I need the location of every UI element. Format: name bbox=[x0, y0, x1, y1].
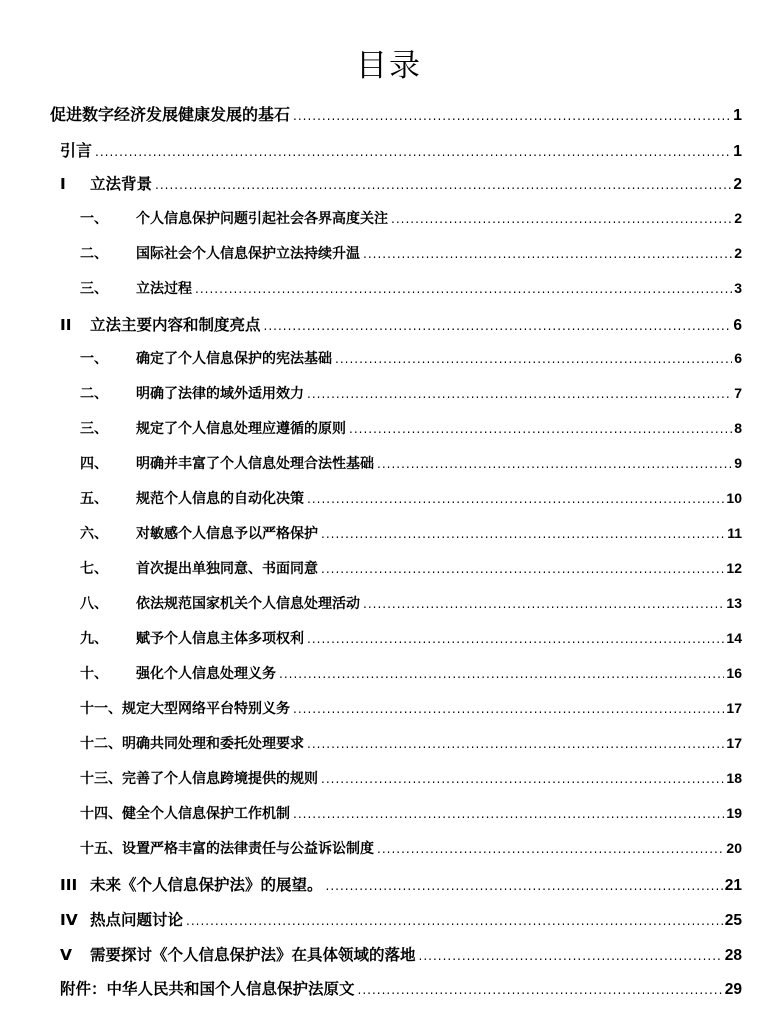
toc-entry[interactable] bbox=[60, 943, 742, 969]
toc-leader bbox=[155, 178, 731, 192]
toc-entry-text: 对敏感个人信息予以严格保护 bbox=[136, 526, 318, 542]
toc-entry-number: 十、 bbox=[80, 666, 108, 682]
toc-entry-text: 确定了个人信息保护的宪法基础 bbox=[136, 351, 332, 367]
toc-page-number: 2 bbox=[734, 210, 742, 226]
toc-page-number: 11 bbox=[727, 525, 742, 541]
toc-page-number: 6 bbox=[733, 317, 742, 334]
toc-entry-number: III bbox=[60, 876, 78, 894]
toc-page-number: 1 bbox=[733, 143, 742, 160]
toc-entry[interactable] bbox=[80, 558, 742, 584]
toc-page-number: 14 bbox=[726, 630, 742, 646]
toc-entry-number: 十五、 bbox=[80, 841, 122, 857]
toc-page-number: 12 bbox=[726, 560, 742, 576]
toc-leader bbox=[363, 597, 724, 611]
toc-entry-text: 立法背景 bbox=[90, 175, 153, 193]
toc-entry[interactable] bbox=[60, 313, 742, 339]
toc-entry[interactable] bbox=[80, 418, 742, 444]
toc-entry-text: 明确并丰富了个人信息处理合法性基础 bbox=[136, 456, 374, 472]
toc-entry[interactable] bbox=[80, 348, 742, 374]
toc-title: 目录 bbox=[356, 48, 422, 84]
toc-entry-text: 明确了法律的域外适用效力 bbox=[136, 386, 304, 402]
toc-leader bbox=[419, 949, 723, 963]
toc-entry-number: I bbox=[60, 175, 66, 193]
toc-entry[interactable] bbox=[80, 803, 742, 829]
toc-page-number: 8 bbox=[734, 420, 742, 436]
toc-page-number: 28 bbox=[724, 947, 742, 964]
toc-entry-text: 规定了个人信息处理应遵循的原则 bbox=[136, 421, 346, 437]
toc-page-number: 2 bbox=[733, 176, 742, 193]
toc-entry-text: 促进数字经济发展健康发展的基石 bbox=[50, 105, 291, 124]
toc-entry-number: 一、 bbox=[80, 211, 108, 227]
toc-entry[interactable] bbox=[80, 383, 742, 409]
toc-entry-number: 十四、 bbox=[80, 806, 122, 822]
toc-entry[interactable] bbox=[80, 243, 742, 269]
toc-entry-number: II bbox=[60, 316, 72, 334]
toc-leader bbox=[307, 632, 724, 646]
toc-page-number: 16 bbox=[726, 665, 742, 681]
toc-entry-text: 明确共同处理和委托处理要求 bbox=[122, 736, 304, 752]
toc-leader bbox=[335, 352, 732, 366]
toc-entry[interactable] bbox=[80, 453, 742, 479]
toc-entry[interactable] bbox=[80, 523, 742, 549]
toc-leader bbox=[307, 492, 724, 506]
toc-page-number: 19 bbox=[726, 805, 742, 821]
toc-page-number: 1 bbox=[733, 107, 742, 124]
toc-entry-number: 二、 bbox=[80, 386, 108, 402]
toc-entry-number: 一、 bbox=[80, 351, 108, 367]
toc-entry-number: 十二、 bbox=[80, 736, 122, 752]
toc-leader bbox=[363, 247, 732, 261]
toc-entry[interactable] bbox=[80, 628, 742, 654]
toc-entry-text: 强化个人信息处理义务 bbox=[136, 666, 276, 682]
toc-entry[interactable] bbox=[80, 593, 742, 619]
toc-entry[interactable] bbox=[80, 663, 742, 689]
toc-entry-number: 六、 bbox=[80, 526, 108, 542]
toc-entry-number: 四、 bbox=[80, 456, 108, 472]
toc-entry[interactable] bbox=[60, 172, 742, 198]
toc-leader bbox=[358, 983, 723, 997]
toc-entry-text: 健全个人信息保护工作机制 bbox=[122, 806, 290, 822]
toc-entry-text: 完善了个人信息跨境提供的规则 bbox=[122, 771, 318, 787]
toc-leader bbox=[307, 387, 732, 401]
toc-leader bbox=[377, 457, 732, 471]
toc-page-number: 7 bbox=[734, 385, 742, 401]
toc-entry[interactable] bbox=[80, 838, 742, 864]
toc-entry-text: 引言 bbox=[60, 141, 93, 160]
toc-entry-number: 七、 bbox=[80, 561, 108, 577]
toc-entry-text: 设置严格丰富的法律责任与公益诉讼制度 bbox=[122, 841, 374, 857]
toc-page-number: 29 bbox=[724, 981, 742, 998]
toc-entry[interactable] bbox=[60, 873, 742, 899]
toc-entry-text: 规定大型网络平台特别义务 bbox=[122, 701, 290, 717]
toc-entry[interactable] bbox=[60, 908, 742, 934]
toc-entry-number: 八、 bbox=[80, 596, 108, 612]
toc-leader bbox=[321, 527, 725, 541]
toc-entry[interactable] bbox=[80, 488, 742, 514]
toc-entry-text: 首次提出单独同意、书面同意 bbox=[136, 561, 318, 577]
toc-entry-text: 赋予个人信息主体多项权利 bbox=[136, 631, 304, 647]
toc-entry[interactable] bbox=[80, 733, 742, 759]
toc-leader bbox=[293, 702, 724, 716]
toc-entry[interactable] bbox=[50, 102, 742, 128]
toc-entry[interactable] bbox=[80, 698, 742, 724]
toc-entry-text: 规范个人信息的自动化决策 bbox=[136, 491, 304, 507]
toc-leader bbox=[349, 422, 732, 436]
toc-entry-text: 立法主要内容和制度亮点 bbox=[90, 316, 261, 334]
toc-leader bbox=[307, 737, 724, 751]
toc-entry[interactable] bbox=[80, 208, 742, 234]
toc-leader bbox=[321, 772, 724, 786]
toc-entry-text: 国际社会个人信息保护立法持续升温 bbox=[136, 246, 360, 262]
toc-entry[interactable] bbox=[60, 138, 742, 164]
toc-page-number: 2 bbox=[734, 245, 742, 261]
toc-leader bbox=[391, 212, 732, 226]
toc-entry-number: 二、 bbox=[80, 246, 108, 262]
toc-entry-number: 十三、 bbox=[80, 771, 122, 787]
toc-leader bbox=[195, 282, 732, 296]
toc-page-number: 6 bbox=[734, 350, 742, 366]
toc-entry-text: 热点问题讨论 bbox=[90, 911, 184, 929]
toc-leader bbox=[186, 914, 723, 928]
toc-leader bbox=[293, 807, 724, 821]
toc-entry-number: 三、 bbox=[80, 281, 108, 297]
toc-leader bbox=[377, 842, 724, 856]
toc-entry-text: 个人信息保护问题引起社会各界高度关注 bbox=[136, 211, 388, 227]
toc-entry[interactable] bbox=[60, 977, 742, 1003]
toc-entry-number: 十一、 bbox=[80, 701, 122, 717]
toc-entry-number: IV bbox=[60, 911, 78, 929]
toc-leader bbox=[326, 879, 723, 893]
toc-entry-text: 附件：中华人民共和国个人信息保护法原文 bbox=[60, 980, 355, 998]
toc-leader bbox=[95, 145, 731, 159]
toc-entry-number: V bbox=[60, 946, 72, 964]
toc-entry-number: 九、 bbox=[80, 631, 108, 647]
toc-entry-number: 五、 bbox=[80, 491, 108, 507]
toc-entry-text: 未来《个人信息保护法》的展望。 bbox=[90, 876, 323, 894]
toc-page-number: 13 bbox=[726, 595, 742, 611]
toc-page-number: 17 bbox=[726, 735, 742, 751]
toc-entry[interactable] bbox=[80, 768, 742, 794]
toc-leader bbox=[264, 319, 732, 333]
toc-page-number: 25 bbox=[724, 912, 742, 929]
toc-page-number: 3 bbox=[734, 280, 742, 296]
toc-page-number: 20 bbox=[726, 840, 742, 856]
toc-leader bbox=[321, 562, 724, 576]
toc-entry-text: 立法过程 bbox=[136, 281, 192, 297]
toc-page-number: 21 bbox=[724, 877, 742, 894]
toc-page-number: 17 bbox=[726, 700, 742, 716]
toc-leader bbox=[279, 667, 724, 681]
toc-page-number: 18 bbox=[726, 770, 742, 786]
toc-page-number: 9 bbox=[734, 455, 742, 471]
toc-entry-text: 依法规范国家机关个人信息处理活动 bbox=[136, 596, 360, 612]
toc-entry-text: 需要探讨《个人信息保护法》在具体领域的落地 bbox=[90, 946, 416, 964]
toc-entry-number: 三、 bbox=[80, 421, 108, 437]
toc-entry[interactable] bbox=[80, 278, 742, 304]
toc-leader bbox=[293, 109, 731, 123]
toc-page-number: 10 bbox=[726, 490, 742, 506]
